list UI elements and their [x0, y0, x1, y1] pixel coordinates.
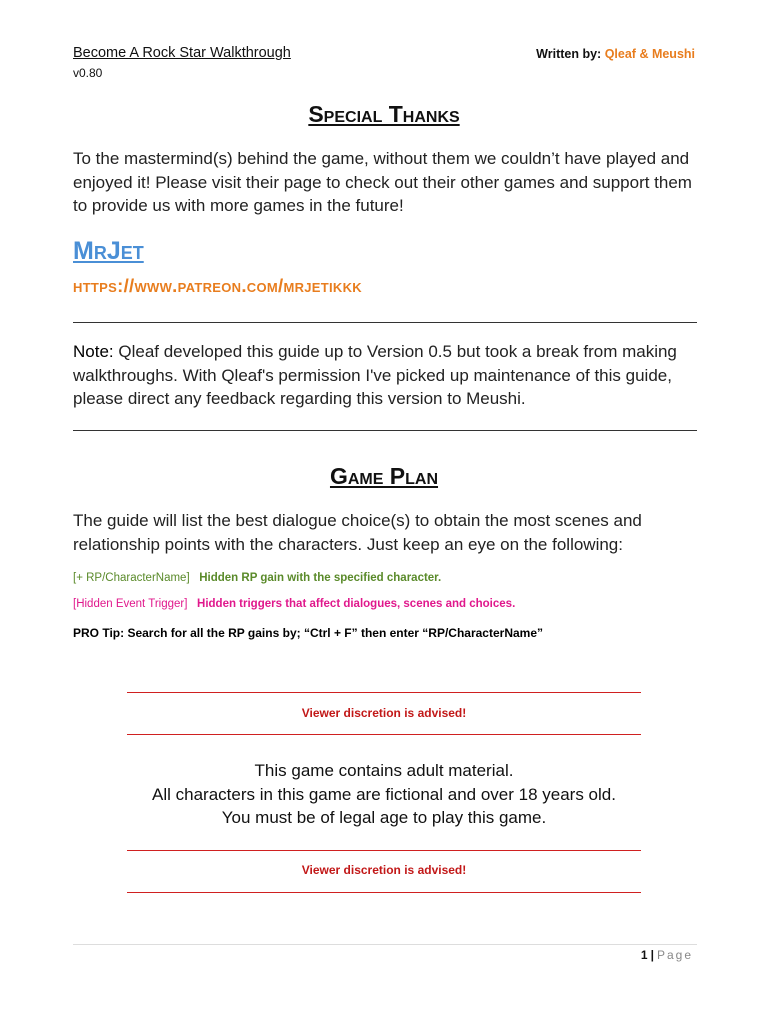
page-footer	[641, 948, 693, 962]
legend-trigger-tag: [Hidden Event Trigger]	[73, 598, 188, 610]
special-thanks-heading: Special Thanks	[308, 101, 460, 127]
document-title: Become A Rock Star Walkthrough	[73, 45, 291, 61]
page-label: Page	[656, 948, 693, 962]
adult-line-1: This game contains adult material.	[254, 761, 514, 780]
warning-line-3	[127, 850, 641, 851]
warning-line-1	[127, 692, 641, 693]
warning-line-2	[127, 734, 641, 735]
adult-line-2: All characters in this game are fictional and over 18 years old.	[152, 785, 616, 804]
discretion-warning-bottom: Viewer discretion is advised!	[301, 863, 467, 877]
legend-rp-gain	[73, 572, 441, 584]
legend-trigger-desc: Hidden triggers that affect dialogues, scenes and choices.	[197, 598, 516, 610]
legend-rp-tag: [+ RP/CharacterName]	[73, 572, 190, 584]
legend-hidden-trigger	[73, 598, 515, 610]
page-number: 1	[640, 948, 648, 962]
legend-rp-desc: Hidden RP gain with the specified character.	[199, 572, 442, 584]
pro-tip: PRO Tip: Search for all the RP gains by; “Ctrl + F” then enter “RP/CharacterName”	[73, 626, 544, 640]
special-thanks-text: To the mastermind(s) behind the game, without them we couldn’t have played and enjoyed it! Please visit their page to check out their other games and support them to provide us with more games in the future!	[73, 149, 692, 215]
discretion-warning-top: Viewer discretion is advised!	[301, 706, 467, 720]
authors-line	[536, 47, 695, 61]
note-text: Qleaf developed this guide up to Version 0.5 but took a break from making walkthroughs. With Qleaf's permission I've picked up maintenance of this guide, please direct any feedback regarding this version to Meushi.	[73, 342, 677, 408]
creator-patreon-link[interactable]: https://www.patreon.com/mrjetikkk	[73, 275, 362, 296]
note-paragraph	[73, 340, 703, 411]
authors-names: Qleaf & Meushi	[604, 47, 695, 61]
warning-line-4	[127, 892, 641, 893]
written-by-label: Written by:	[536, 47, 602, 61]
page-separator: |	[650, 948, 654, 962]
creator-name[interactable]: MrJet	[73, 237, 144, 265]
divider-bottom	[73, 430, 697, 431]
footer-divider	[73, 944, 697, 945]
game-plan-text: The guide will list the best dialogue choice(s) to obtain the most scenes and relationship points with the characters. Just keep an eye on the following:	[73, 511, 642, 554]
document-version: v0.80	[73, 66, 103, 80]
note-label: Note:	[73, 342, 114, 361]
game-plan-heading: Game Plan	[329, 463, 439, 489]
adult-line-3: You must be of legal age to play this game.	[221, 808, 547, 827]
divider-top	[73, 322, 697, 323]
